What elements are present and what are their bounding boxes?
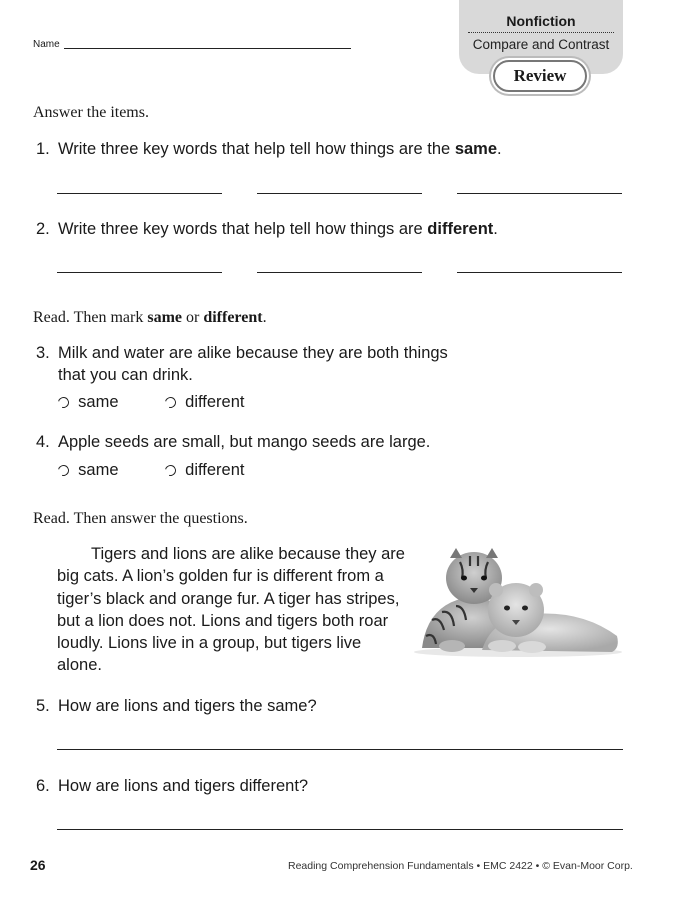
answer-line[interactable] xyxy=(57,829,623,830)
question-number: 1. xyxy=(36,140,50,158)
name-label: Name xyxy=(33,39,60,50)
option-different[interactable]: different xyxy=(165,461,245,480)
question-text: How are lions and tigers different? xyxy=(58,777,309,795)
question-text: that you can drink. xyxy=(58,366,193,384)
answer-line[interactable] xyxy=(57,272,222,273)
instruction-read: Read. Then answer the questions. xyxy=(33,510,248,527)
question-number: 4. xyxy=(36,433,50,451)
question-text: Milk and water are alike because they are both things xyxy=(58,344,448,362)
answer-line[interactable] xyxy=(57,749,623,750)
question-2 xyxy=(36,218,636,242)
instruction-answer: Answer the items. xyxy=(33,104,149,121)
question-number: 3. xyxy=(36,344,50,362)
question-number: 6. xyxy=(36,777,50,795)
page-number: 26 xyxy=(30,857,46,873)
question-text: How are lions and tigers the same? xyxy=(58,697,317,715)
radio-circle-icon[interactable] xyxy=(163,395,178,410)
reading-passage: Tigers and lions are alike because they are big cats. A lion’s golden fur is different from a tiger’s black and orange fur. A tiger has stripes, but a lion does not. Lions and tigers both roar loudly. Lions live in a group, but tigers live alone. xyxy=(57,545,405,675)
answer-line[interactable] xyxy=(57,193,222,194)
question-text: Apple seeds are small, but mango seeds are large. xyxy=(58,433,431,451)
question-number: 5. xyxy=(36,697,50,715)
tab-divider xyxy=(468,32,614,33)
publisher-credit: Reading Comprehension Fundamentals • EMC 2422 • © Evan-Moor Corp. xyxy=(288,860,633,872)
tiger-lion-cubs-image xyxy=(412,540,624,658)
radio-circle-icon[interactable] xyxy=(163,463,178,478)
category-label: Nonfiction xyxy=(506,13,576,29)
answer-line[interactable] xyxy=(257,272,422,273)
option-same[interactable]: same xyxy=(58,393,119,412)
answer-line[interactable] xyxy=(457,272,622,273)
answer-line[interactable] xyxy=(457,193,622,194)
review-badge: Review xyxy=(493,60,587,92)
question-text: Write three key words that help tell how things are different. xyxy=(58,220,498,238)
name-field[interactable] xyxy=(64,48,351,49)
question-4 xyxy=(36,431,636,455)
question-3 xyxy=(36,342,636,388)
question-5 xyxy=(36,695,636,719)
question-6 xyxy=(36,775,636,799)
radio-circle-icon[interactable] xyxy=(56,463,71,478)
option-same[interactable]: same xyxy=(58,461,119,480)
question-text: Write three key words that help tell how things are the same. xyxy=(58,140,502,158)
option-different[interactable]: different xyxy=(165,393,245,412)
question-1 xyxy=(36,138,636,162)
answer-line[interactable] xyxy=(257,193,422,194)
question-number: 2. xyxy=(36,220,50,238)
skill-label: Compare and Contrast xyxy=(472,37,610,52)
radio-circle-icon[interactable] xyxy=(56,395,71,410)
instruction-mark: Read. Then mark same or different. xyxy=(33,309,267,326)
